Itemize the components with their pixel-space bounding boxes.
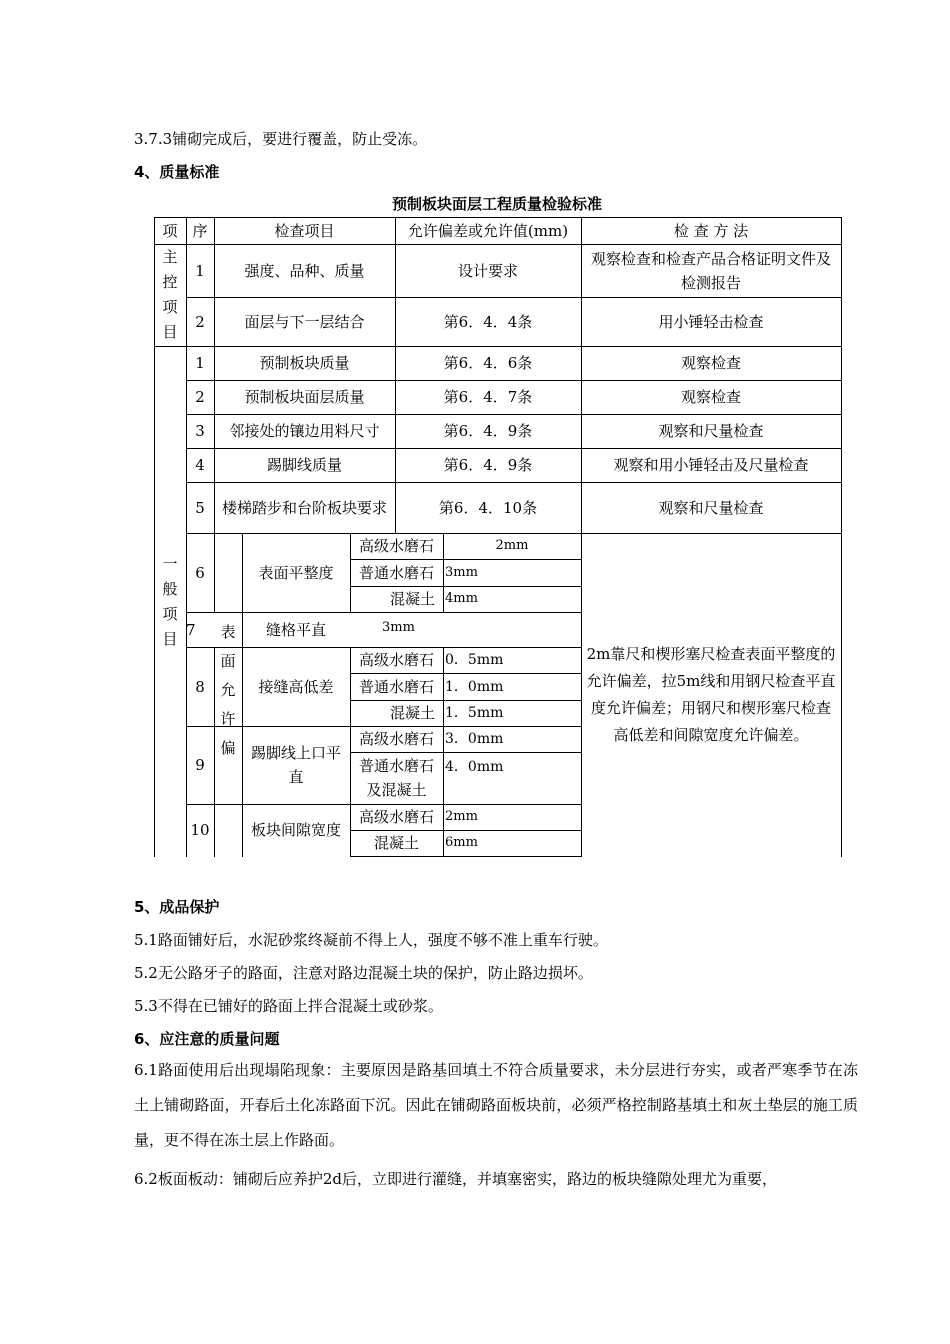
table-row-main-1-tolerance: 设计要求 <box>457 261 518 280</box>
table-row-7-item: 缝格平直 <box>265 620 326 639</box>
header-method: 检 查 方 法 <box>673 221 749 240</box>
header-tolerance: 允许偏差或允许值(mm) <box>407 221 569 240</box>
text-5-3: 5.3不得在已铺好的路面上拌合混凝土或砂浆。 <box>134 997 443 1015</box>
table-caption: 预制板块面层工程质量检验标准 <box>391 195 602 213</box>
table-row-general-5-item: 楼梯踏步和台阶板块要求 <box>221 498 387 517</box>
table-row-general-3-method: 观察和尺量检查 <box>658 422 764 440</box>
text-5-1: 5.1路面铺好后，水泥砂浆终凝前不得上人，强度不够不准上重车行驶。 <box>134 931 608 949</box>
table-row-8-value-1: 0．5mm <box>445 652 504 668</box>
table-row-7-value: 3mm <box>382 620 415 635</box>
table-row-general-3-tolerance: 第6．4．9条 <box>443 422 533 440</box>
table-row-general-2-method: 观察检查 <box>680 388 741 406</box>
surface-tolerance-group-label: 表 面 允 许 偏 <box>220 623 236 757</box>
header-seq: 序 <box>192 221 208 240</box>
table-row-6-value-2: 3mm <box>445 564 478 580</box>
table-row-7-seq: 7 <box>186 620 196 639</box>
text-6-2: 6.2板面板动：铺砌后应养护2d后，立即进行灌缝，并填塞密实，路边的板块缝隙处理尤为重要， <box>134 1170 778 1188</box>
table-row-6-value-1: 2mm <box>495 538 529 553</box>
table-row-8-seq: 8 <box>195 677 205 696</box>
table-row-general-3-seq: 3 <box>195 422 205 440</box>
table-row-general-2-item: 预制板块面层质量 <box>244 388 365 406</box>
table-row-general-4-tolerance: 第6．4．9条 <box>443 456 533 474</box>
general-group-label: 一 般 项 目 <box>162 555 178 648</box>
table-row-general-1-seq: 1 <box>195 354 205 372</box>
section-4-heading: 4、质量标准 <box>134 163 220 181</box>
table-row-general-2-tolerance: 第6．4．7条 <box>443 388 533 406</box>
table-row-10-value-1: 2mm <box>445 809 478 824</box>
section-6-heading: 6、应注意的质量问题 <box>134 1030 280 1048</box>
table-row-6-material-3: 混凝土 <box>389 590 435 608</box>
table-row-general-4-item: 踢脚线质量 <box>266 456 342 474</box>
table-row-8-material-2: 普通水磨石 <box>358 677 434 696</box>
header-check-item: 检查项目 <box>274 221 335 240</box>
table-row-main-1-method: 观察检查和检查产品合格证明文件及检测报告 <box>590 249 831 292</box>
text-6-1: 6.1路面使用后出现塌陷现象：主要原因是路基回填土不符合质量要求，未分层进行夯实，或者严寒季节在冻土上铺砌路面，开春后土化冻路面下沉。因此在铺砌路面板块前，必须严格控制路基填土和灰土垫层的施工质量，更不得在冻土层上作路面。 <box>134 1061 858 1149</box>
table-row-general-1-item: 预制板块质量 <box>259 354 350 372</box>
table-row-main-1-seq: 1 <box>195 261 205 280</box>
table-row-main-2-tolerance: 第6．4．4条 <box>443 312 533 331</box>
table-row-10-value-2: 6mm <box>445 835 478 850</box>
table-row-8-value-2: 1．0mm <box>445 678 504 695</box>
table-row-6-item: 表面平整度 <box>258 563 334 582</box>
table-row-general-4-method: 观察和用小锤轻击及尺量检查 <box>613 456 809 474</box>
table-row-main-2-item: 面层与下一层结合 <box>244 312 365 331</box>
table-row-8-value-3: 1．5mm <box>445 705 504 721</box>
table-row-9-item: 踢脚线上口平直 <box>250 744 341 786</box>
main-control-group-label: 主 控 项 目 <box>162 248 178 341</box>
table-row-main-1-item: 强度、品种、质量 <box>244 261 365 280</box>
table-row-main-2-seq: 2 <box>195 312 205 331</box>
table-row-6-seq: 6 <box>195 563 205 582</box>
table-row-9-value-1: 3．0mm <box>445 731 504 747</box>
table-row-9-material-2: 普通水磨石及混凝土 <box>358 757 434 799</box>
header-item: 项 <box>162 221 178 240</box>
table-row-general-5-tolerance: 第6．4．10条 <box>438 498 538 517</box>
table-row-main-2-method: 用小锤轻击检查 <box>658 312 764 331</box>
table-row-general-1-method: 观察检查 <box>680 354 741 372</box>
table-row-9-value-2: 4．0mm <box>445 759 504 775</box>
table-row-general-2-seq: 2 <box>195 388 205 406</box>
table-row-general-5-method: 观察和尺量检查 <box>658 498 764 517</box>
table-row-10-item: 板块间隙宽度 <box>250 821 341 839</box>
table-row-general-4-seq: 4 <box>195 456 205 474</box>
table-row-8-material-3: 混凝土 <box>389 704 435 722</box>
tolerance-inspection-method: 2m靠尺和楔形塞尺检查表面平整度的允许偏差，拉5m线和用钢尺检查平直度允许偏差；用钢尺和楔形塞尺检查高低差和间隙宽度允许偏差。 <box>586 645 836 744</box>
table-row-general-5-seq: 5 <box>195 498 205 517</box>
table-row-9-material-1: 高级水磨石 <box>358 730 434 748</box>
table-row-10-seq: 10 <box>190 821 210 839</box>
table-row-6-material-1: 高级水磨石 <box>358 537 434 555</box>
section-5-heading: 5、成品保护 <box>134 898 220 916</box>
text-line-3-7-3: 3.7.3铺砌完成后，要进行覆盖，防止受冻。 <box>134 130 428 148</box>
table-row-general-3-item: 邻接处的镶边用料尺寸 <box>229 422 380 440</box>
table-row-10-material-2: 混凝土 <box>373 834 419 852</box>
table-row-6-material-2: 普通水磨石 <box>358 563 434 582</box>
text-5-2: 5.2无公路牙子的路面，注意对路边混凝土块的保护，防止路边损坏。 <box>134 964 593 982</box>
table-row-10-material-1: 高级水磨石 <box>358 808 434 826</box>
table-row-8-material-1: 高级水磨石 <box>358 651 434 669</box>
table-row-9-seq: 9 <box>195 756 205 774</box>
table-row-8-item: 接缝高低差 <box>258 677 334 696</box>
table-row-general-1-tolerance: 第6．4．6条 <box>443 354 533 372</box>
table-row-6-value-3: 4mm <box>445 591 478 606</box>
